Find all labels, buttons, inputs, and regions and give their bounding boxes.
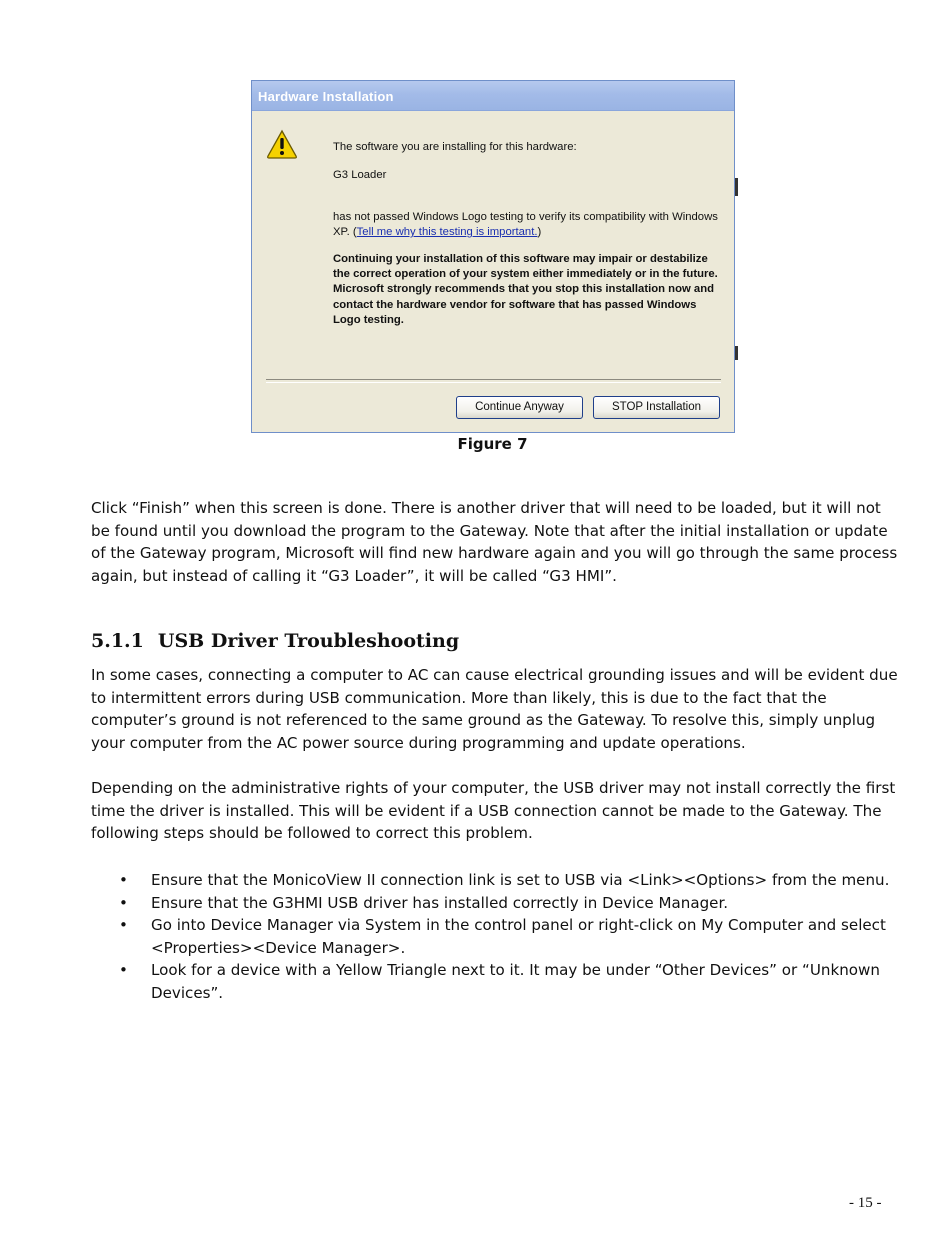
section-title: USB Driver Troubleshooting — [157, 630, 460, 652]
dialog-title-bar — [252, 81, 734, 111]
list-item-text: Ensure that the MonicoView II connection link is set to USB via <Link><Options> from the menu. — [151, 871, 890, 889]
dialog-warning-text: Continuing your installation of this software may impair or destabilize the correct operation of your system either immediately or in the future. Microsoft strongly recommends that you stop this installation now and contact the hardware vendor for software that has passed Windows Logo testing. — [333, 253, 718, 326]
logo-testing-text-before: has not passed Windows Logo testing to verify its compatibility with Windows XP. ( — [333, 211, 718, 238]
bullet-icon: • — [119, 961, 128, 980]
paragraph-grounding: In some cases, connecting a computer to AC can cause electrical grounding issues and will be evident due to intermittent errors during USB communication. More than likely, this is due to the fact that the computer’s ground is not referenced to the same ground as the Gateway. To resolve this, simply unplug your computer from the AC power source during programming and update operations. — [91, 666, 898, 752]
paragraph-admin-rights: Depending on the administrative rights of your computer, the USB driver may not install correctly the first time the driver is installed. This will be evident if a USB connection cannot be made to the Gateway. The following steps should be followed to correct this problem. — [91, 779, 896, 843]
bullet-icon: • — [119, 916, 128, 935]
continue-anyway-button[interactable]: Continue Anyway — [456, 396, 583, 419]
page-number: - 15 - — [849, 1195, 882, 1211]
figure-caption: Figure 7 — [457, 435, 528, 453]
list-item — [115, 959, 905, 1004]
list-item — [115, 892, 905, 915]
dialog-separator — [266, 379, 721, 383]
list-item-text: Go into Device Manager via System in the control panel or right-click on My Computer and select <Properties><Device Manager>. — [151, 916, 886, 957]
testing-info-link[interactable]: Tell me why this testing is important. — [356, 226, 538, 238]
section-number: 5.1.1 — [91, 630, 144, 652]
hardware-installation-dialog — [251, 80, 735, 433]
stop-installation-button[interactable]: STOP Installation — [593, 396, 720, 419]
logo-testing-text-after: ) — [537, 226, 542, 238]
bullet-icon: • — [119, 893, 128, 912]
dialog-edge-mark — [735, 346, 738, 360]
dialog-logo-testing-text — [333, 210, 723, 240]
troubleshooting-steps-list — [115, 869, 905, 1005]
paragraph-finish: Click “Finish” when this screen is done. There is another driver that will need to be loaded, but it will not be found until you download the program to the Gateway. Note that after the initial installation or update of the Gateway program, Microsoft will find new hardware again and you will go through the same process again, but instead of calling it “G3 Loader”, it will be called “G3 HMI”. — [91, 499, 898, 585]
software-name: G3 Loader — [333, 169, 387, 181]
list-item — [115, 869, 905, 892]
dialog-intro-text: The software you are installing for this hardware: — [333, 141, 577, 153]
list-item-text: Look for a device with a Yellow Triangle next to it. It may be under “Other Devices” or “Unknown Devices”. — [151, 961, 880, 1002]
section-heading — [91, 630, 459, 652]
list-item — [115, 914, 905, 959]
bullet-icon: • — [119, 871, 128, 889]
dialog-title: Hardware Installation — [258, 89, 394, 104]
dialog-edge-mark — [735, 178, 738, 196]
list-item-text: Ensure that the G3HMI USB driver has installed correctly in Device Manager. — [151, 893, 729, 912]
warning-triangle-icon — [266, 129, 298, 159]
